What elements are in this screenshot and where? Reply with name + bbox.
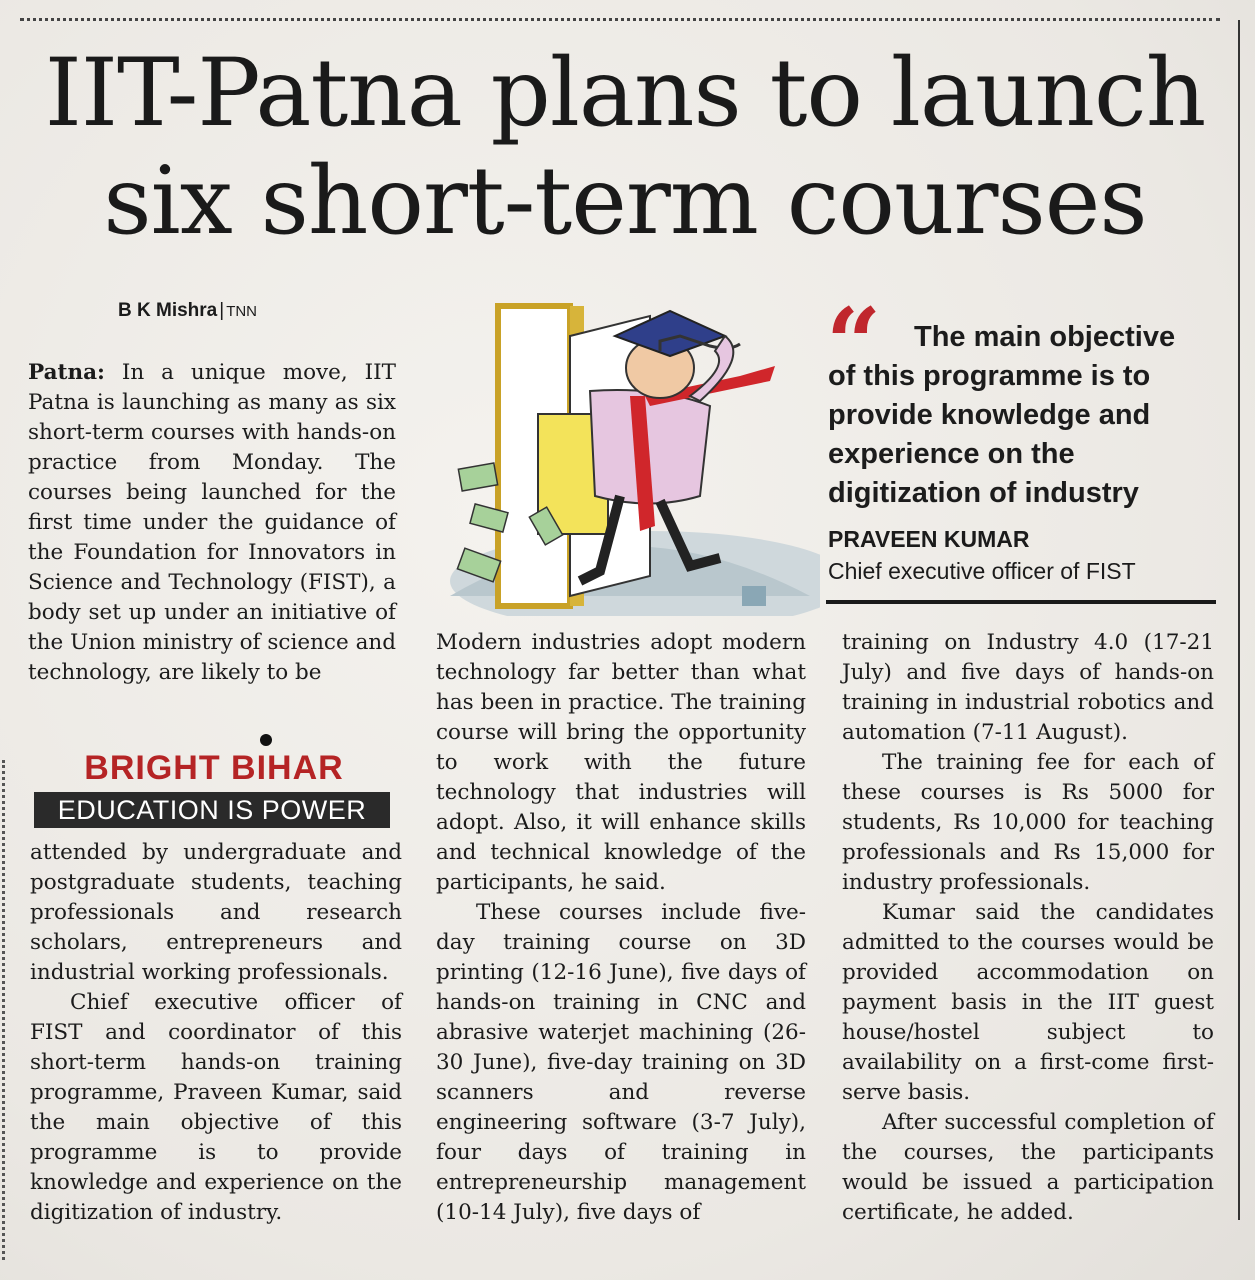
left-dotted-border: [2, 760, 5, 1260]
pullquote-body: The main objective of this programme is to provide knowledge and experience on the digitization of industry: [828, 321, 1176, 509]
pullquote-divider: [826, 600, 1216, 604]
paragraph-accommodation: Kumar said the candidates admitted to the courses would be provided accommodation on payment basis in the IIT guest house/hostel subject to availability on a first-come first-serve basis.: [842, 900, 1214, 1105]
column-2: [436, 628, 806, 1228]
byline-author: B K Mishra: [118, 300, 218, 321]
paragraph-course-list-continued: training on Industry 4.0 (17-21 July) and five days of hands-on training in industrial robotics and automation (7-11 August).: [842, 630, 1214, 745]
headline: [20, 40, 1230, 256]
column-1-lower: [30, 838, 402, 1228]
graduate-illustration: [420, 296, 820, 616]
logo-dot-icon: [260, 734, 272, 746]
headline-line-2: six short-term courses: [103, 147, 1147, 256]
dateline: Patna:: [28, 360, 105, 385]
graduate-running-out-of-door-icon: [420, 296, 820, 616]
quote-mark-icon: “: [826, 287, 882, 400]
brand-title: BRIGHT BIHAR: [84, 749, 344, 787]
column-3: [842, 628, 1214, 1228]
paragraph-modern-industries: Modern industries adopt modern technology far better than what has been in practice. The training course will bring the opportunity to work with the future technology that industries will adopt. Also, it will enhance skills and technical knowledge of the participants, he said.: [436, 630, 806, 895]
paragraph-certificate: After successful completion of the courses, the participants would be issued a participation certificate, he added.: [842, 1110, 1214, 1225]
paragraph-fees: The training fee for each of these courses is Rs 5000 for students, Rs 10,000 for teaching professionals and Rs 15,000 for industry professionals.: [842, 750, 1214, 895]
headline-line-1: IIT-Patna plans to launch: [44, 39, 1206, 148]
brand-subtitle: EDUCATION IS POWER: [57, 795, 367, 825]
byline-separator: |: [219, 300, 225, 321]
paragraph-intro: [28, 358, 396, 688]
pullquote-role: Chief executive officer of FIST: [828, 558, 1136, 584]
top-dotted-border: [20, 18, 1220, 21]
byline-agency: TNN: [226, 303, 258, 320]
column-1-upper: [28, 358, 396, 688]
paragraph-intro-continued: attended by undergraduate and postgraduate students, teaching professionals and research scholars, entrepreneurs and industrial working professionals.: [30, 840, 402, 985]
pullquote-name: PRAVEEN KUMAR: [828, 526, 1030, 552]
right-edge-line: [1238, 20, 1240, 1220]
byline: [118, 300, 257, 322]
paragraph-ceo: Chief executive officer of FIST and coordinator of this short-term hands-on training programme, Praveen Kumar, said the main objective of this programme is to provide knowledge and experience on the digitization of industry.: [30, 990, 402, 1225]
paragraph-intro-text: In a unique move, IIT Patna is launching as many as six short-term courses with hands-on practice from Monday. The courses being launched for the first time under the guidance of the Foundation for Innovators in Science and Technology (FIST), a body set up under an initiative of the Union ministry of science and technology, are likely to be: [28, 360, 396, 685]
paragraph-course-list: These courses include five-day training course on 3D printing (12-16 June), five days of hands-on training in CNC and abrasive waterjet machining (26-30 June), five-day training on 3D scanners and reverse engineering software (3-7 July), four days of training in entrepreneurship management (10-14 July), five days of: [436, 900, 806, 1225]
pullquote-text: [828, 318, 1208, 513]
